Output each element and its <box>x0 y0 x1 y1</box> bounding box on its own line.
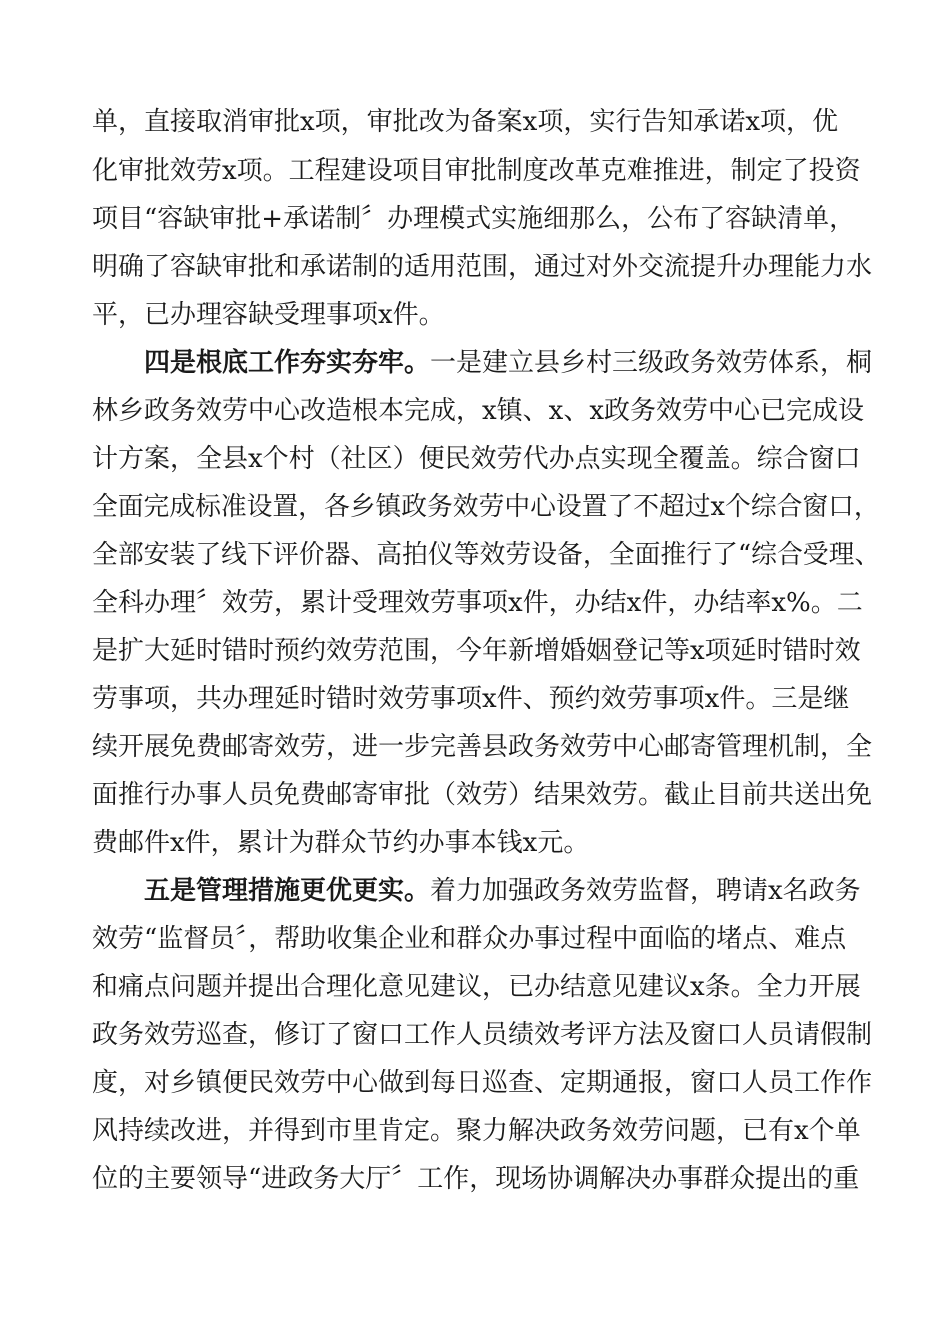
text-line: 度，对乡镇便民效劳中心做到每日巡查、定期通报，窗口人员工作作 <box>92 1068 873 1098</box>
paragraph-four-first-line <box>144 347 872 379</box>
text-line: 计方案，全县x个村（社区）便民效劳代办点实现全覆盖。综合窗口 <box>92 444 861 474</box>
text-line: 项目“容缺审批+承诺制〞办理模式实施细那么，公布了容缺清单， <box>92 204 856 234</box>
text-line: 位的主要领导“进政务大厅〞工作，现场协调解决办事群众提出的重 <box>92 1164 860 1194</box>
text-line: 是扩大延时错时预约效劳范围，今年新增婚姻登记等x项延时错时效 <box>92 636 861 666</box>
text-line: 明确了容缺审批和承诺制的适用范围，通过对外交流提升办理能力水 <box>92 252 873 282</box>
text-line: 效劳“监督员〞，帮助收集企业和群众办事过程中面临的堵点、难点 <box>92 924 847 954</box>
text-line: 单，直接取消审批x项，审批改为备案x项，实行告知承诺x项，优 <box>92 107 838 137</box>
text-line: 费邮件x件，累计为群众节约办事本钱x元。 <box>92 828 590 858</box>
text-line: 风持续改进，并得到市里肯定。聚力解决政务效劳问题，已有x个单 <box>92 1116 861 1146</box>
text-line: 全科办理〞效劳，累计受理效劳事项x件，办结x件，办结率x%。二 <box>92 588 863 618</box>
text-line: 劳事项，共办理延时错时效劳事项x件、预约效劳事项x件。三是继 <box>92 684 850 714</box>
text-line: 全面完成标准设置，各乡镇政务效劳中心设置了不超过x个综合窗口， <box>92 492 880 522</box>
text-line: 续开展免费邮寄效劳，进一步完善县政务效劳中心邮寄管理机制，全 <box>92 732 873 762</box>
section-five-heading: 五是管理措施更优更实。 <box>144 876 431 906</box>
text-line: 政务效劳巡查，修订了窗口工作人员绩效考评方法及窗口人员请假制 <box>92 1020 873 1050</box>
text-line: 林乡政务效劳中心改造根本完成，x镇、x、x政务效劳中心已完成设 <box>92 396 864 426</box>
text-line: 面推行办事人员免费邮寄审批（效劳）结果效劳。截止目前共送出免 <box>92 780 873 810</box>
text-line: 全部安装了线下评价器、高拍仪等效劳设备，全面推行了“综合受理、 <box>92 540 881 570</box>
text-line: 化审批效劳x项。工程建设项目审批制度改革克难推进，制定了投资 <box>92 156 861 186</box>
section-four-heading: 四是根底工作夯实夯牢。 <box>144 348 431 378</box>
text-line: 平，已办理容缺受理事项x件。 <box>92 300 445 330</box>
text-run: 一是建立县乡村三级政务效劳体系，桐 <box>430 348 873 378</box>
text-line: 和痛点问题并提出合理化意见建议，已办结意见建议x条。全力开展 <box>92 972 861 1002</box>
paragraph-five-first-line <box>144 875 861 907</box>
text-run: 着力加强政务效劳监督，聘请x名政务 <box>430 876 861 906</box>
